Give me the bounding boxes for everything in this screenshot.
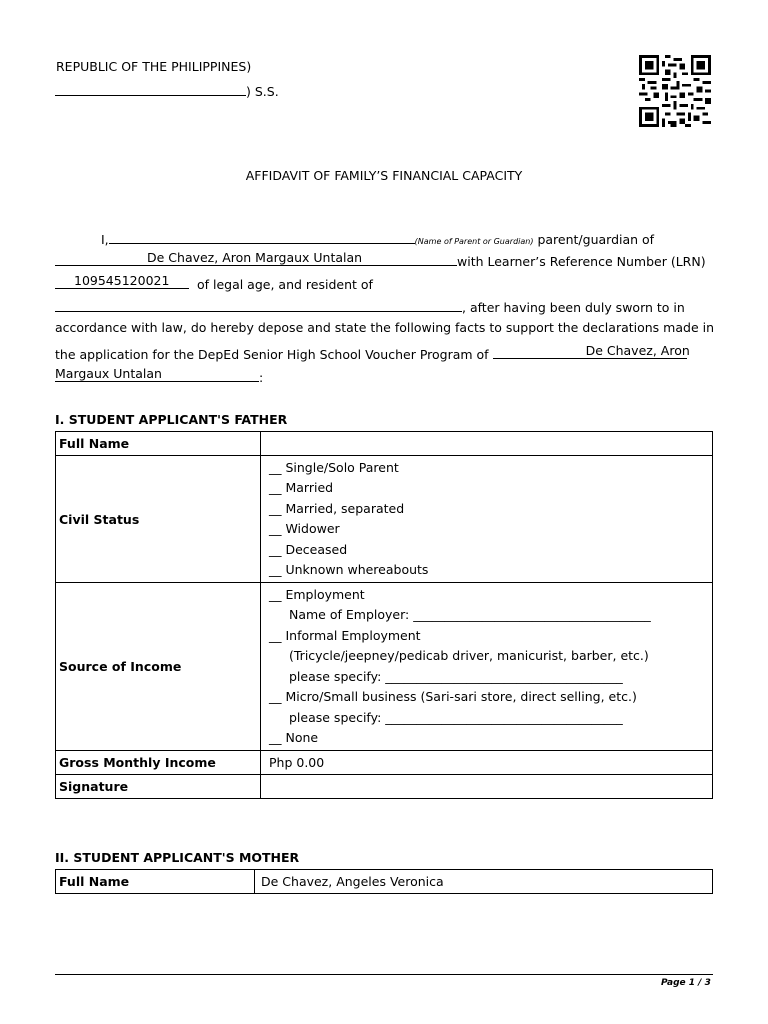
father-source-label: Source of Income	[56, 583, 261, 751]
legal-age-label: of legal age, and resident of	[196, 277, 373, 292]
father-heading: I. STUDENT APPLICANT'S FATHER	[55, 412, 288, 427]
father-signature-row	[56, 775, 713, 799]
mother-full-name-row	[56, 870, 713, 894]
source-option-employment[interactable]: __ Employment	[269, 586, 365, 602]
learner-name: De Chavez, Aron Margaux Untalan	[147, 250, 363, 265]
civil-option-single[interactable]: __ Single/Solo Parent	[269, 459, 399, 475]
page-number: Page 1 / 3	[661, 978, 711, 988]
republic-line: REPUBLIC OF THE PHILIPPINES)	[56, 59, 252, 74]
civil-option-deceased[interactable]: __ Deceased	[269, 541, 348, 557]
parent-of-label: parent/guardian of	[537, 232, 655, 247]
source-option-business[interactable]: __ Micro/Small business (Sari-sari store, direct selling, etc.)	[269, 689, 637, 704]
mother-full-name-value[interactable]: De Chavez, Angeles Veronica	[255, 870, 713, 894]
father-signature-field[interactable]	[261, 775, 713, 799]
intro-line-4	[55, 297, 685, 315]
program-name-field-a[interactable]	[493, 343, 690, 359]
lrn-label: with Learner’s Reference Number (LRN)	[457, 254, 706, 269]
father-table	[55, 431, 713, 799]
ss-blank[interactable]	[55, 81, 246, 96]
father-civil-status-label: Civil Status	[56, 456, 261, 583]
father-source-options	[261, 583, 713, 751]
mother-table	[55, 869, 713, 894]
father-gross-value[interactable]: Php 0.00	[261, 751, 713, 775]
sworn-text: , after having been duly sworn to in	[462, 300, 685, 315]
father-gross-label: Gross Monthly Income	[56, 751, 261, 775]
qr-code	[638, 55, 712, 127]
mother-full-name-label: Full Name	[56, 870, 255, 894]
lrn-value: 109545120021	[74, 273, 170, 288]
intro-line-5: accordance with law, do hereby depose and state the following facts to support the declarations made in	[55, 320, 715, 335]
ss-line	[55, 81, 279, 99]
father-gross-row	[56, 751, 713, 775]
parent-name-field[interactable]	[109, 229, 415, 244]
program-name-b: Margaux Untalan	[55, 366, 162, 381]
mother-heading: II. STUDENT APPLICANT'S MOTHER	[55, 850, 300, 865]
civil-option-widower[interactable]: __ Widower	[269, 521, 340, 536]
business-specify-line[interactable]: please specify: ______________________________________	[289, 709, 623, 725]
informal-examples: (Tricycle/jeepney/pedicab driver, manicurist, barber, etc.)	[289, 648, 649, 663]
civil-option-unknown[interactable]: __ Unknown whereabouts	[269, 562, 429, 577]
intro-line-1	[101, 229, 654, 247]
learner-name-field[interactable]	[55, 251, 457, 266]
father-full-name-row	[56, 432, 713, 456]
father-full-name-value[interactable]	[261, 432, 713, 456]
employer-name-line[interactable]: Name of Employer: ______________________________________	[289, 607, 651, 622]
ss-label: ) S.S.	[246, 84, 279, 99]
source-option-informal[interactable]: __ Informal Employment	[269, 627, 421, 643]
source-option-none[interactable]: __ None	[269, 730, 319, 745]
intro-line-3	[55, 274, 373, 292]
civil-option-married[interactable]: __ Married	[269, 480, 334, 495]
intro-line-6	[55, 343, 690, 362]
father-source-row	[56, 583, 713, 751]
intro-line-2	[55, 251, 706, 269]
father-civil-status-options	[261, 456, 713, 583]
father-signature-label: Signature	[56, 775, 261, 799]
colon: :	[259, 370, 264, 385]
civil-option-separated[interactable]: __ Married, separated	[269, 500, 405, 516]
lrn-field[interactable]	[55, 274, 189, 289]
father-full-name-label: Full Name	[56, 432, 261, 456]
i-prefix: I,	[101, 232, 109, 247]
document-title: AFFIDAVIT OF FAMILY’S FINANCIAL CAPACITY	[245, 168, 523, 183]
informal-specify-line[interactable]: please specify: ______________________________________	[289, 668, 623, 684]
residence-field[interactable]	[55, 297, 462, 312]
intro-line-7	[55, 367, 263, 385]
program-text: the application for the DepEd Senior High School Voucher Program of	[55, 347, 489, 362]
name-hint: (Name of Parent or Guardian)	[414, 237, 534, 246]
father-civil-status-row	[56, 456, 713, 583]
footer-divider	[55, 974, 713, 975]
program-name-field-b[interactable]	[55, 367, 259, 382]
program-name-a: De Chavez, Aron	[585, 343, 690, 358]
